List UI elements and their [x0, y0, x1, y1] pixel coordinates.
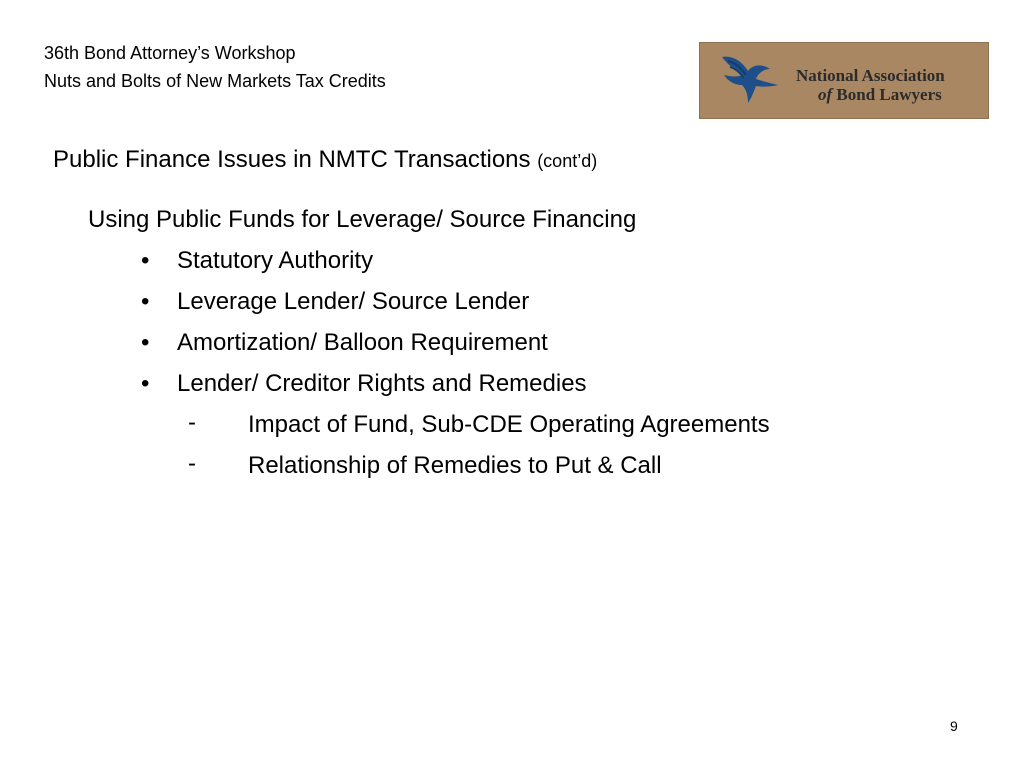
logo-line2-rest: Bond Lawyers [832, 85, 942, 104]
bullet-glyph: • [141, 329, 150, 356]
bullet-glyph: • [141, 288, 150, 315]
logo-line1: National Association [796, 66, 945, 85]
sub-bullet-text: Impact of Fund, Sub-CDE Operating Agreements [248, 411, 770, 438]
logo-text [796, 66, 945, 104]
dash-glyph: - [188, 409, 196, 436]
logo-line2-italic: of [818, 85, 833, 104]
bullet-text: Amortization/ Balloon Requirement [177, 329, 548, 356]
slide-title-suffix: (cont’d) [537, 151, 598, 171]
bullet-glyph: • [141, 247, 150, 274]
workshop-subtitle: Nuts and Bolts of New Markets Tax Credits [44, 71, 386, 91]
bullet-text: Statutory Authority [177, 247, 374, 274]
bullet-text: Lender/ Creditor Rights and Remedies [177, 370, 587, 397]
slide-title-main: Public Finance Issues in NMTC Transactions [53, 146, 538, 173]
content-heading: Using Public Funds for Leverage/ Source Financing [88, 206, 637, 233]
logo-line2 [796, 85, 945, 104]
sub-bullet-text: Relationship of Remedies to Put & Call [248, 452, 662, 479]
workshop-title: 36th Bond Attorney’s Workshop [44, 43, 296, 63]
page-number: 9 [950, 718, 958, 734]
bullet-text: Leverage Lender/ Source Lender [177, 288, 530, 315]
dash-glyph: - [188, 450, 196, 477]
slide-title [53, 146, 597, 175]
eagle-icon [718, 51, 782, 109]
bullet-glyph: • [141, 370, 150, 397]
nabl-logo [699, 42, 989, 119]
